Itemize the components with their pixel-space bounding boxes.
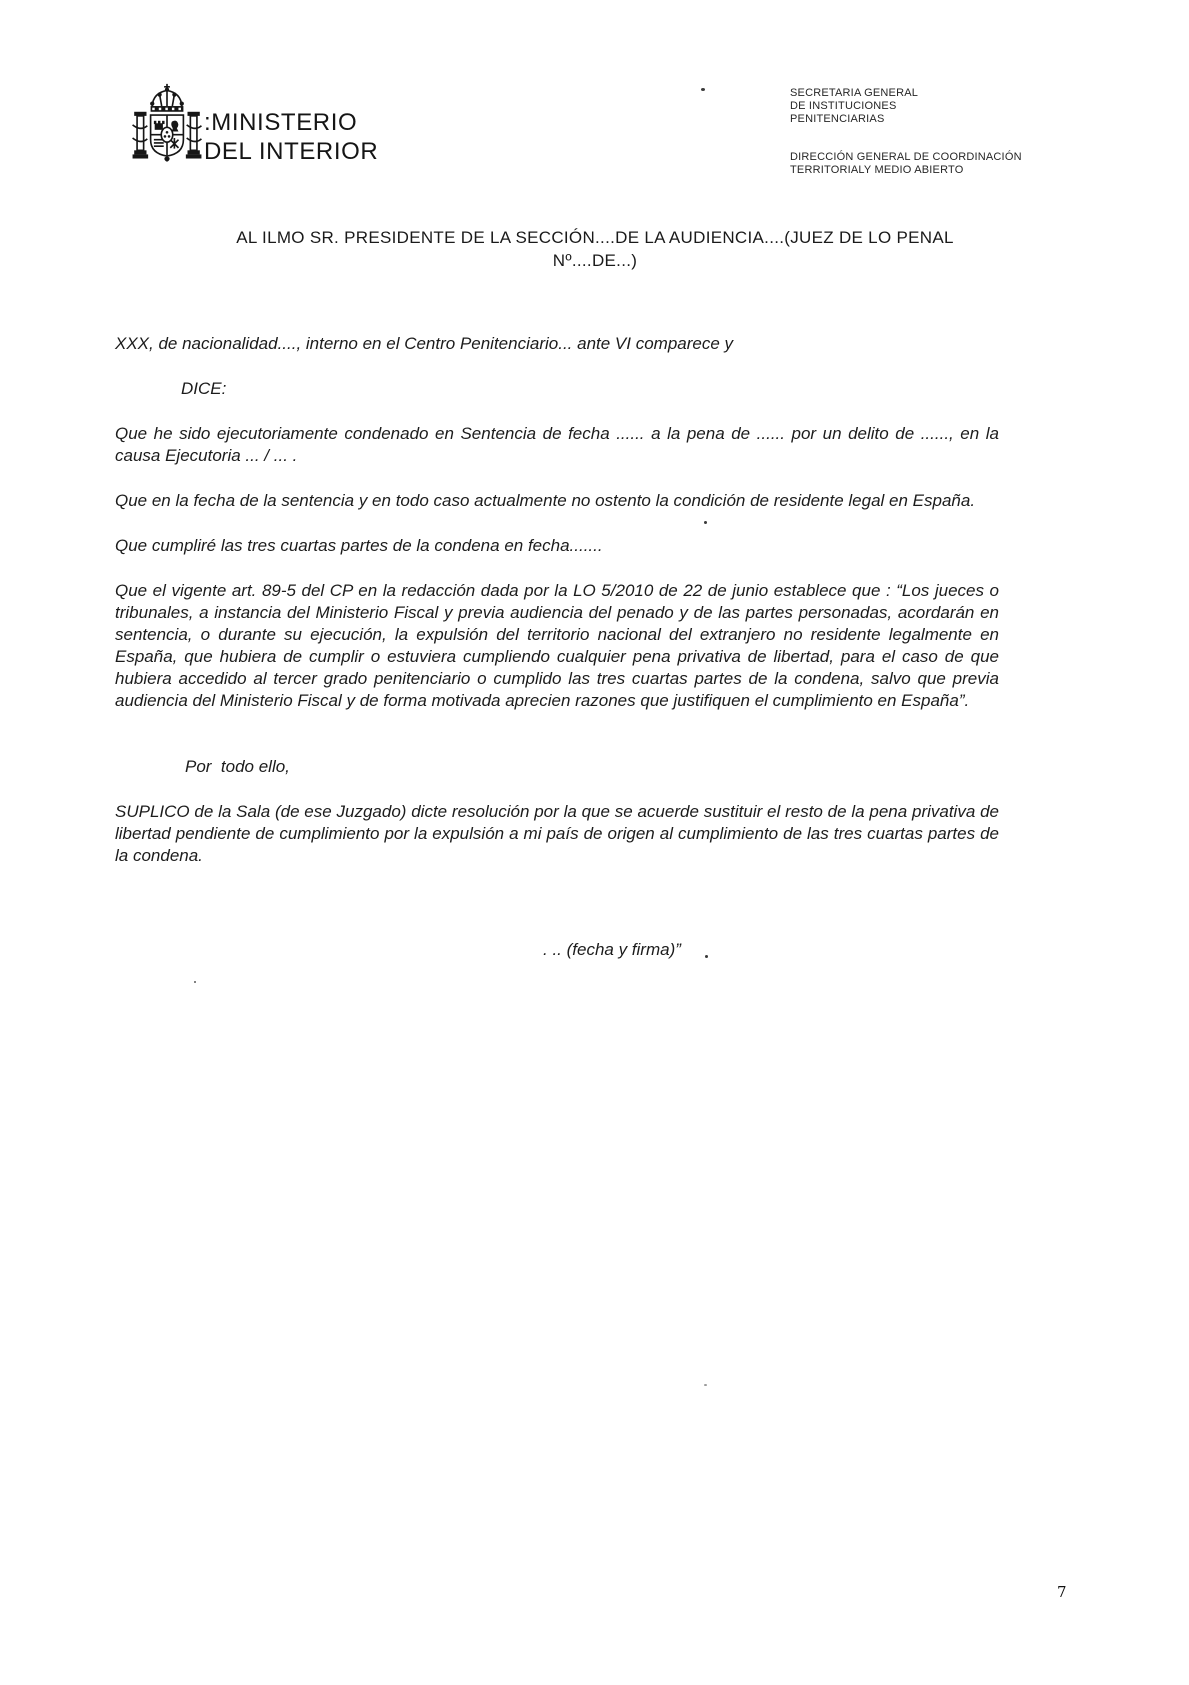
page-number: 7 [1057,1583,1067,1601]
ministry-name-line2: DEL INTERIOR [204,138,379,165]
paragraph-suplico: SUPLICO de la Sala (de ese Juzgado) dicte resolución por la que se acuerde sustituir el resto de la pena privativa de libertad pendiente de cumplimiento por la expulsión a mi país de origen al cumplimiento de las tres cuartas partes de la condena. [115,802,999,865]
paragraph-fecha-condena: Que cumpliré las tres cuartas partes de la condena en fecha....... [115,536,603,555]
addressee-line1: AL ILMO SR. PRESIDENTE DE LA SECCIÓN....DE LA AUDIENCIA....(JUEZ DE LO PENAL [236,228,954,247]
ministry-name [204,108,378,166]
org-block-secretaria [790,87,918,126]
ministry-name-line1: :MINISTERIO [204,109,358,136]
letter-body [115,333,999,984]
paragraph-condena: Que he sido ejecutoriamente condenado en Sentencia de fecha ...... a la pena de ...... por un delito de ......, en la causa Ejecutoria ... / ... . [115,424,999,465]
org-secretaria-line2: DE INSTITUCIONES [790,100,897,112]
scan-artifact-dot [704,1384,707,1386]
org-secretaria-line3: PENITENCIARIAS [790,113,885,125]
org-block-direccion [790,151,1022,177]
spain-coat-of-arms-logo [126,82,208,176]
org-direccion-line1: DIRECCIÓN GENERAL DE COORDINACIÓN [790,151,1022,163]
paragraph-intro: XXX, de nacionalidad...., interno en el Centro Penitenciario... ante VI comparece y [115,334,734,353]
paragraph-dice: DICE: [181,379,227,398]
paragraph-por-todo-ello: Por todo ello, [185,757,290,776]
org-direccion-line2: TERRITORIALY MEDIO ABIERTO [790,164,964,176]
paragraph-articulo-89-5: Que el vigente art. 89-5 del CP en la redacción dada por la LO 5/2010 de 22 de junio establece que : “Los jueces o tribunales, a instancia del Ministerio Fiscal y previa audiencia del penado y de las partes personadas, acordarán en sentencia, o durante su ejecución, la expulsión del territorio nacional del extranjero no residente legalmente en España, que hubiera de cumplir o estuviera cumpliendo cualquier pena privativa de libertad, para el caso de que hubiera accedido al tercer grado penitenciario o cumplido las tres cuartas partes de la condena, salvo que previa audiencia del Ministerio Fiscal y de forma motivada aprecien razones que justifiquen el cumplimiento en España”. [115,581,999,710]
paragraph-fecha-firma: . .. (fecha y firma)” [543,940,681,959]
org-secretaria-line1: SECRETARIA GENERAL [790,87,919,99]
paragraph-residencia: Que en la fecha de la sentencia y en todo caso actualmente no ostento la condición de residente legal en España. [115,491,976,510]
scan-artifact-dot [705,955,708,958]
scan-artifact-dot [194,981,196,983]
coat-of-arms-icon [126,82,208,176]
addressee-line2: Nº....DE...) [552,251,638,270]
scan-artifact-dot [704,521,707,524]
scan-artifact-dot [701,88,705,91]
addressee-heading [60,226,1130,272]
